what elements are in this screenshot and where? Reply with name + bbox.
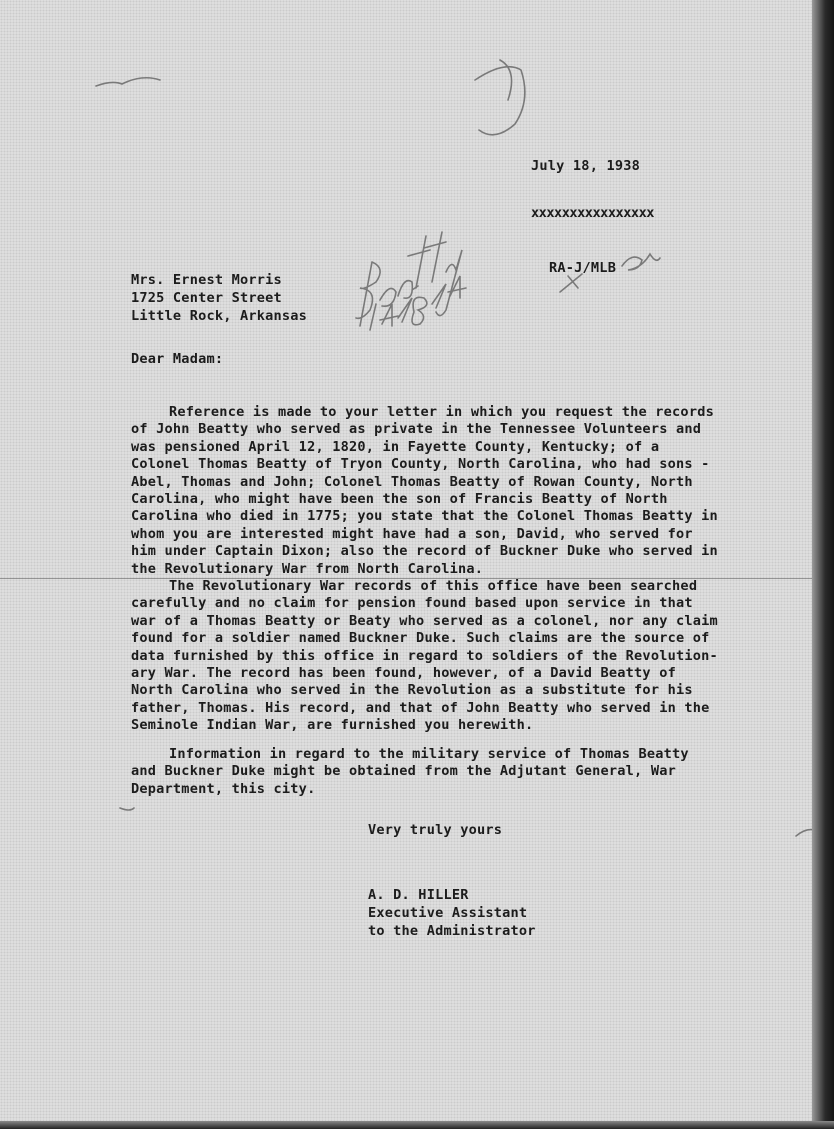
paragraph-line: Information in regard to the military service of Thomas Beatty [169, 746, 689, 762]
paragraph-line: North Carolina who served in the Revolution as a substitute for his [131, 682, 693, 699]
paragraph-line: data furnished by this office in regard to soldiers of the Revolution- [131, 647, 718, 664]
recipient-street: 1725 Center Street [131, 290, 282, 306]
salutation: Dear Madam: [131, 351, 224, 367]
recipient-name: Mrs. Ernest Morris [131, 272, 282, 288]
signature-title-continued: to the Administrator [368, 923, 536, 939]
paragraph-line: Carolina, who might have been the son of Francis Beatty of North [131, 490, 668, 507]
paragraph-line: war of a Thomas Beatty or Beaty who served as a colonel, nor any claim [131, 612, 718, 629]
signature-title: Executive Assistant [368, 905, 528, 921]
paragraph-line: ary War. The record has been found, however, of a David Beatty of [131, 664, 676, 681]
paragraph-line: him under Captain Dixon; also the record of Buckner Duke who served in [131, 543, 718, 560]
paragraph-line: Department, this city. [131, 780, 316, 797]
letter-date: July 18, 1938 [531, 158, 640, 174]
paragraph-line: The Revolutionary War records of this office have been searched [169, 578, 698, 594]
struck-line: xxxxxxxxxxxxxxxx [531, 205, 654, 221]
paragraph-line: Seminole Indian War, are furnished you herewith. [131, 717, 534, 734]
paragraph-line: the Revolutionary War from North Carolina. [131, 560, 484, 577]
paragraph-line: Colonel Thomas Beatty of Tryon County, North Carolina, who had sons - [131, 456, 710, 473]
recipient-city: Little Rock, Arkansas [131, 308, 308, 324]
closing: Very truly yours [368, 822, 503, 838]
paragraph-line: Abel, Thomas and John; Colonel Thomas Beatty of Rowan County, North [131, 473, 693, 490]
paragraph-line: and Buckner Duke might be obtained from the Adjutant General, War [131, 763, 676, 780]
signature-name: A. D. HILLER [368, 887, 469, 903]
paragraph-line: whom you are interested might have had a son, David, who served for [131, 525, 693, 542]
paragraph-line: found for a soldier named Buckner Duke. Such claims are the source of [131, 630, 710, 647]
paragraph-line: Reference is made to your letter in which you request the records [169, 404, 714, 420]
paragraph-line: carefully and no claim for pension found based upon service in that [131, 595, 693, 612]
paragraph-line: father, Thomas. His record, and that of John Beatty who served in the [131, 699, 710, 716]
scan-edge-bottom [0, 1121, 834, 1129]
paragraph-line: was pensioned April 12, 1820, in Fayette County, Kentucky; of a [131, 438, 660, 455]
scan-edge-right [812, 0, 834, 1129]
paragraph-line: Carolina who died in 1775; you state that the Colonel Thomas Beatty in [131, 508, 718, 525]
file-reference: RA-J/MLB [549, 260, 617, 276]
paragraph-line: of John Beatty who served as private in the Tennessee Volunteers and [131, 421, 702, 438]
